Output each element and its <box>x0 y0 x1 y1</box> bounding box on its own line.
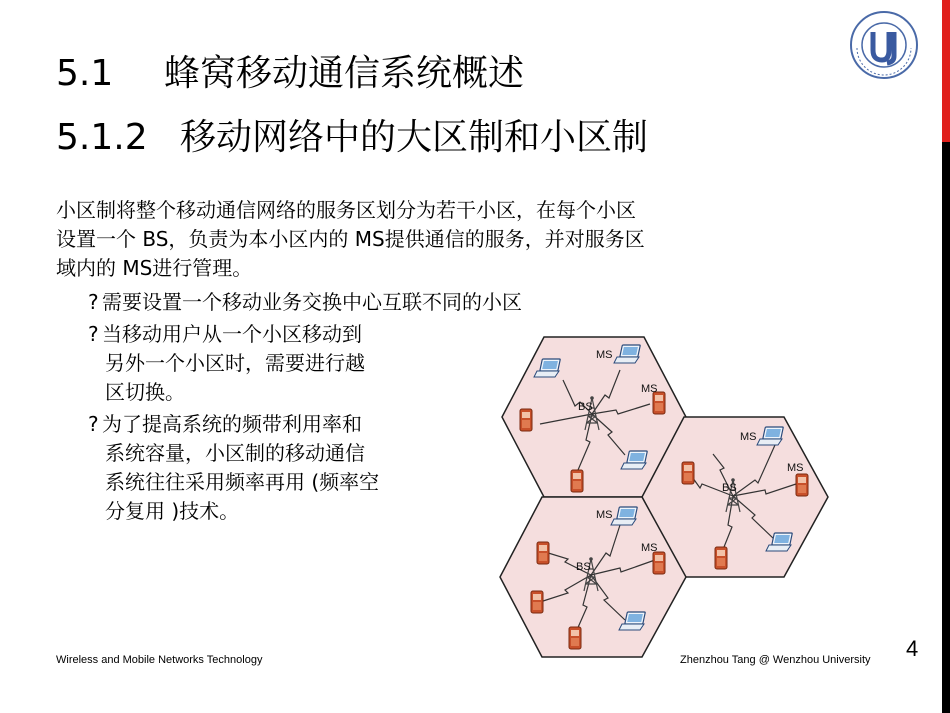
bullet-text-continued: 分复用 )技术。 <box>105 499 240 523</box>
phone-icon <box>715 547 727 569</box>
page-number: 4 <box>906 636 919 661</box>
section-title: 蜂窝移动通信系统概述 <box>164 53 525 94</box>
bullet-marker: ? <box>88 290 99 314</box>
footer-author: Zhenzhou Tang @ Wenzhou University <box>680 654 871 666</box>
bullet-text-continued: 系统往往采用频率再用 (频率空 <box>105 470 380 494</box>
ms-label: MS <box>787 462 804 474</box>
phone-icon <box>569 627 581 649</box>
subsection-title: 移动网络中的大区制和小区制 <box>180 117 649 158</box>
phone-icon <box>796 474 808 496</box>
bullet-text: 为了提高系统的频带利用率和 <box>102 412 362 436</box>
bullet-text-continued: 另外一个小区时，需要进行越 <box>105 351 365 375</box>
bs-label: BS <box>578 401 593 413</box>
bullet-text: 需要设置一个移动业务交换中心互联不同的小区 <box>102 290 522 314</box>
subsection-number: 5.1.2 <box>56 117 148 158</box>
phone-icon <box>537 542 549 564</box>
bullet-marker: ? <box>88 412 99 436</box>
ms-label: MS <box>740 431 757 443</box>
phone-icon <box>520 409 532 431</box>
bullet-marker: ? <box>88 322 99 346</box>
bs-label: BS <box>576 561 591 573</box>
bullet-text-continued: 区切换。 <box>105 380 185 404</box>
section-number: 5.1 <box>56 53 114 94</box>
ms-label: MS <box>641 542 658 554</box>
phone-icon <box>531 591 543 613</box>
phone-icon <box>653 392 665 414</box>
bullet-text: 当移动用户从一个小区移动到 <box>102 322 362 346</box>
paragraph-line: 域内的 MS进行管理。 <box>56 256 253 280</box>
phone-icon <box>571 470 583 492</box>
footer-course-title: Wireless and Mobile Networks Technology <box>56 654 263 666</box>
paragraph-line: 小区制将整个移动通信网络的服务区划分为若干小区，在每个小区 <box>56 198 636 222</box>
ms-label: MS <box>596 349 613 361</box>
bs-label: BS <box>722 482 737 494</box>
ms-label: MS <box>641 383 658 395</box>
phone-icon <box>682 462 694 484</box>
ms-label: MS <box>596 509 613 521</box>
bullet-text-continued: 系统容量，小区制的移动通信 <box>105 441 365 465</box>
phone-icon <box>653 552 665 574</box>
paragraph-line: 设置一个 BS，负责为本小区内的 MS提供通信的服务，并对服务区 <box>56 227 645 251</box>
